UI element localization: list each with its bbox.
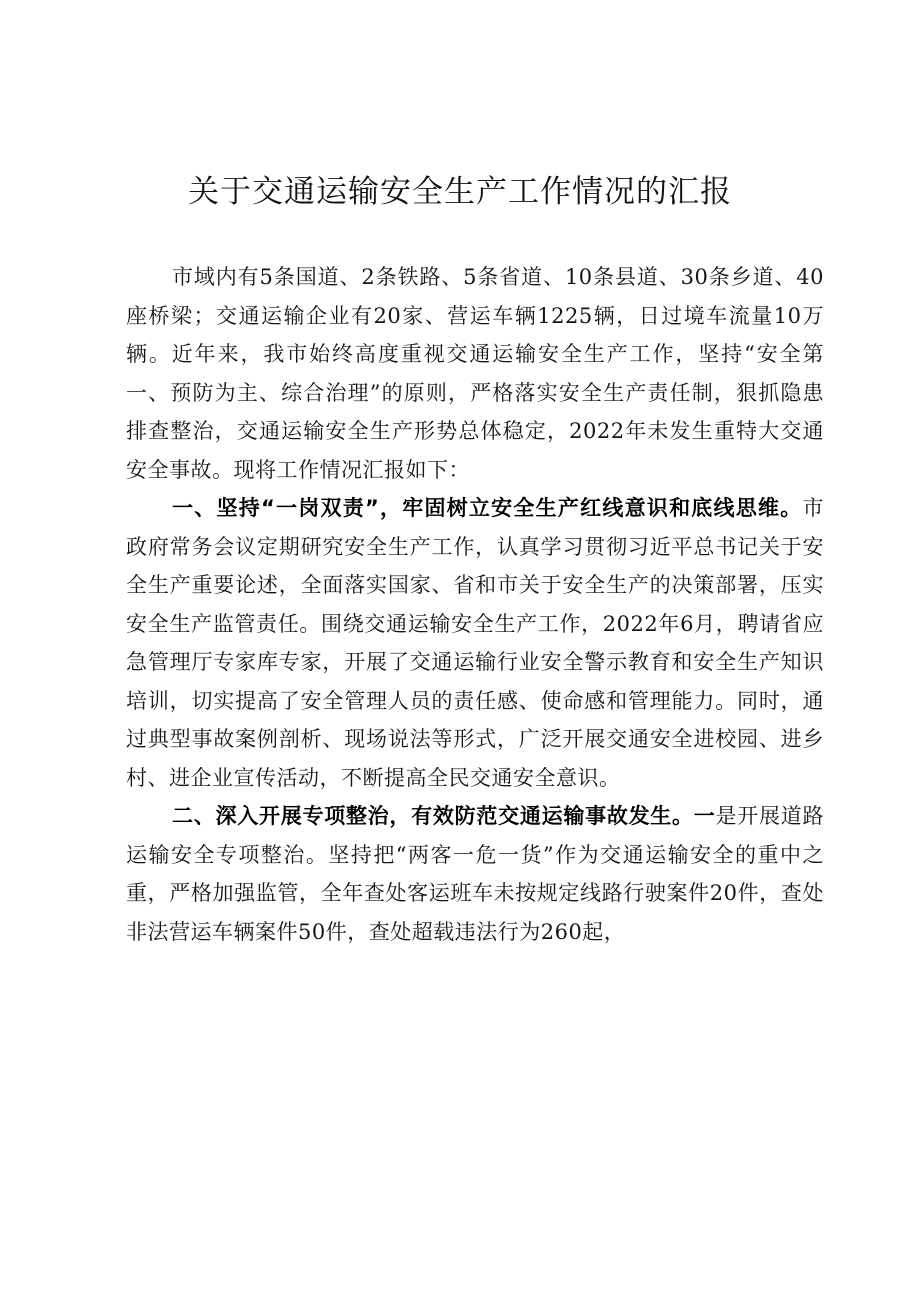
section-heading: 一、坚持“一岗双责”，牢固树立安全生产红线意识和底线思维。	[172, 496, 803, 520]
paragraph-text: 是开展道路运输安全专项整治。坚持把“两客一危一货”作为交通运输安全的重中之重，严格加强监管，全年查处客运班车未按规定线路行驶案件20件，查处非法营运车辆案件50件，查处超载违法行为260起，	[126, 804, 825, 944]
paragraph-text: 市域内有5条国道、2条铁路、5条省道、10条县道、30条乡道、40座桥梁；交通运输企业有20家、营运车辆1225辆，日过境车流量10万辆。近年来，我市始终高度重视交通运输安全生产工作，坚持“安全第一、预防为主、综合治理”的原则，严格落实安全生产责任制，狠抓隐患排查整治，交通运输安全生产形势总体稳定，2022年未发生重特大交通安全事故。现将工作情况汇报如下：	[126, 265, 824, 482]
paragraph-intro	[126, 258, 824, 489]
document-title: 关于交通运输安全生产工作情况的汇报	[188, 174, 732, 210]
paragraph-section-two	[126, 797, 824, 951]
paragraph-text: 市政府常务会议定期研究安全生产工作，认真学习贯彻习近平总书记关于安全生产重要论述，全面落实国家、省和市关于安全生产的决策部署，压实安全生产监管责任。围绕交通运输安全生产工作，2022年6月，聘请省应急管理厅专家库专家，开展了交通运输行业安全警示教育和安全生产知识培训，切实提高了安全管理人员的责任感、使命感和管理能力。同时，通过典型事故案例剖析、现场说法等形式，广泛开展交通安全进校园、进乡村、进企业宣传活动，不断提高全民交通安全意识。	[126, 496, 824, 790]
section-heading: 二、深入开展专项整治，有效防范交通运输事故发生。一	[172, 804, 716, 828]
document-body	[126, 258, 824, 951]
paragraph-section-one	[126, 489, 824, 797]
